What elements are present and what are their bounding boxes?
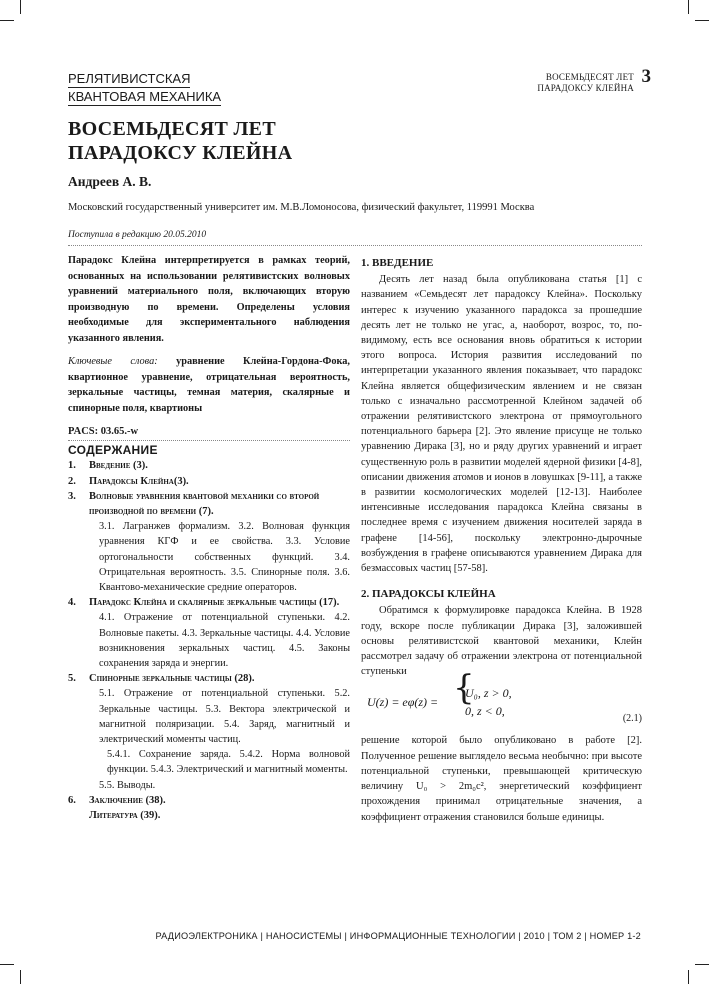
toc-item[interactable] xyxy=(68,671,350,686)
right-column xyxy=(361,256,642,825)
divider xyxy=(68,245,642,246)
toc-item[interactable] xyxy=(68,474,350,489)
section-2-text-1: Обратимся к формулировке парадокса Клейна. В 1928 году, вскоре после публикации Дирака [3], заложившей основы релятивистской квантовой механики, Клейн рассмотрел задачу об отражении электрона от потенциальной ступеньки xyxy=(361,605,642,678)
toc-item[interactable] xyxy=(68,595,350,610)
toc-text: Введение (3). xyxy=(89,460,148,472)
article-title xyxy=(68,117,292,165)
crop-mark-bottom-left xyxy=(20,970,21,984)
toc-num: 4. xyxy=(68,597,76,609)
running-title-line-2: ПАРАДОКСУ КЛЕЙНА xyxy=(537,83,634,93)
keywords xyxy=(68,354,350,416)
pacs-code: PACS: 03.65.-w xyxy=(68,424,350,441)
title-line-1: ВОСЕМЬДЕСЯТ ЛЕТ xyxy=(68,118,276,140)
toc-num: 1. xyxy=(68,460,76,472)
toc-subitems-5-4: 5.4.1. Сохранение заряда. 5.4.2. Норма волновой функции. 5.4.3. Электрический и магнитный моменты. xyxy=(107,749,350,776)
affiliation: Московский государственный университет им. М.В.Ломоносова, физический факультет, 119991 Москва xyxy=(68,202,535,213)
crop-mark-top-right-h xyxy=(695,20,709,21)
toc-num: 3. xyxy=(68,490,76,502)
crop-mark-top-left-h xyxy=(0,20,14,21)
equation-lhs: U(z) = eφ(z) = xyxy=(367,695,439,710)
equation-number: (2.1) xyxy=(622,713,642,725)
section-1-heading: 1. ВВЕДЕНИЕ xyxy=(361,257,434,269)
toc-text: Заключение (38). xyxy=(89,794,166,806)
equation-2-1 xyxy=(361,668,642,731)
crop-mark-top-right xyxy=(688,0,689,14)
equation-case-1: U₀, z > 0, xyxy=(465,686,512,701)
rubric-line-2: КВАНТОВАЯ МЕХАНИКА xyxy=(68,89,222,104)
received-date: Поступила в редакцию 20.05.2010 xyxy=(68,230,207,240)
toc-text: Парадоксы Клейна(3). xyxy=(89,475,189,487)
crop-mark-bottom-right-h xyxy=(695,964,709,965)
toc-subitems-4: 4.1. Отражение от потенциальной ступеньки. 4.2. Волновые пакеты. 4.3. Зеркальные частицы. 4.4. Условие возникновения зеркальных частиц. 4.5. Законы сохранения заряда и энергии. xyxy=(99,612,350,670)
toc-subitems-5: 5.1. Отражение от потенциальной ступеньки. 5.2. Зеркальные частицы. 5.3. Вектора электрической и магнитной поляризации. 5.4. Заряд, магнитный и электрический моменты частиц. xyxy=(99,688,350,746)
title-line-2: ПАРАДОКСУ КЛЕЙНА xyxy=(68,142,293,164)
section-2-heading: 2. ПАРАДОКСЫ КЛЕЙНА xyxy=(361,588,496,601)
crop-mark-top-left xyxy=(20,0,21,14)
toc-item[interactable] xyxy=(68,793,350,808)
section-rubric xyxy=(68,70,221,106)
rubric-line-1: РЕЛЯТИВИСТСКАЯ xyxy=(68,71,191,86)
toc-num: 2. xyxy=(68,475,76,487)
journal-footer: РАДИОЭЛЕКТРОНИКА | НАНОСИСТЕМЫ | ИНФОРМАЦИОННЫЕ ТЕХНОЛОГИИ | 2010 | ТОМ 2 | НОМЕР 1-2 xyxy=(155,931,641,941)
toc-subitems-3: 3.1. Лагранжев формализм. 3.2. Волновая функция уравнения КГФ и ее свойства. 3.3. Условие ортогональности собственных функций. 3.4. Отрицательная вероятность. 3.5. Спинорные поля. 3.6. Квантово-механические средние операторов. xyxy=(99,521,350,594)
toc-text: Волновые уравнения квантовой механики со второй производной по времени (7). xyxy=(89,490,320,518)
toc-item[interactable] xyxy=(68,808,350,823)
section-1-text: Десять лет назад была опубликована статья [1] с названием «Семьдесят лет парадоксу Клейна». Поскольку интерес к изучению указанного парадокса за прошедшие десять лет не только не угас, а, наоборот, возрос, то, по-видимому, есть все основания вновь обратиться к истории этого вопроса. История развития исследований по интерпретации указанного явления показывает, что парадокс Клейна является общефизическим явлением и не связан только с изначально рассмотренной Клейном задачей об отражении релятивистского электрона от прямоугольного потенциального барьера [2]. Это явление присуще не только уравнению Дирака [3], но и ряду других уравнений и играет существенную роль в развитии моделей ядерной физики [4-8], описании движения атомов и ионов в ловушках [9-11], а также в развитии космологических моделей [12-13]. Наиболее интенсивные исследования парадокса Клейна связаны в последнее время с изучением движения носителей заряда в графене [14-56], поскольку электронно-дырочные возбуждения в графене описываются уравнением Дирака для безмассовых частиц [57-58]. xyxy=(361,274,642,575)
toc-text: Литература (39). xyxy=(89,810,161,822)
crop-mark-bottom-right xyxy=(688,970,689,984)
toc-num: 5. xyxy=(68,673,76,685)
toc-item[interactable] xyxy=(68,458,350,473)
page-number: 3 xyxy=(641,66,651,87)
crop-mark-bottom-left-h xyxy=(0,964,14,965)
running-title-line-1: ВОСЕМЬДЕСЯТ ЛЕТ xyxy=(545,72,634,82)
toc-text: Спинорные зеркальные частицы (28). xyxy=(89,673,255,685)
equation-brace: { xyxy=(453,668,475,709)
keywords-label: Ключевые слова: xyxy=(68,356,158,367)
toc-text: Парадокс Клейна и скалярные зеркальные частицы (17). xyxy=(89,597,340,609)
toc-num xyxy=(68,808,89,823)
keywords-text: уравнение Клейна-Гордона-Фока, квартионное уравнение, отрицательная вероятность, зеркальные частицы, темная материя, скалярные и спинорные поля, квартионы xyxy=(68,356,350,414)
toc-subitems-5-5: 5.5. Выводы. xyxy=(99,779,156,791)
toc-item[interactable] xyxy=(68,489,350,519)
abstract: Парадокс Клейна интерпретируется в рамках теорий, основанных на использовании релятивистских волновых уравнений материального поля, включающих вторую производную по времени. Определены условия необходимые для экспериментального наблюдения указанного явления. xyxy=(68,255,350,344)
left-column xyxy=(68,253,350,823)
toc-heading: СОДЕРЖАНИЕ xyxy=(68,443,158,458)
author: Андреев А. В. xyxy=(68,174,152,189)
equation-case-2: 0, z < 0, xyxy=(465,704,505,719)
running-title xyxy=(537,72,634,94)
section-2-text-2: решение которой было опубликовано в работе [2]. Полученное решение выглядело весьма необычно: при высоте потенциальной ступеньки, превышающей критическую величину U₀ > 2m₀c², энергетический коэффициент прохождения принимал отрицательные значения, а коэффициент отражения становился больше единицы. xyxy=(361,735,642,823)
toc-num: 6. xyxy=(68,794,76,806)
